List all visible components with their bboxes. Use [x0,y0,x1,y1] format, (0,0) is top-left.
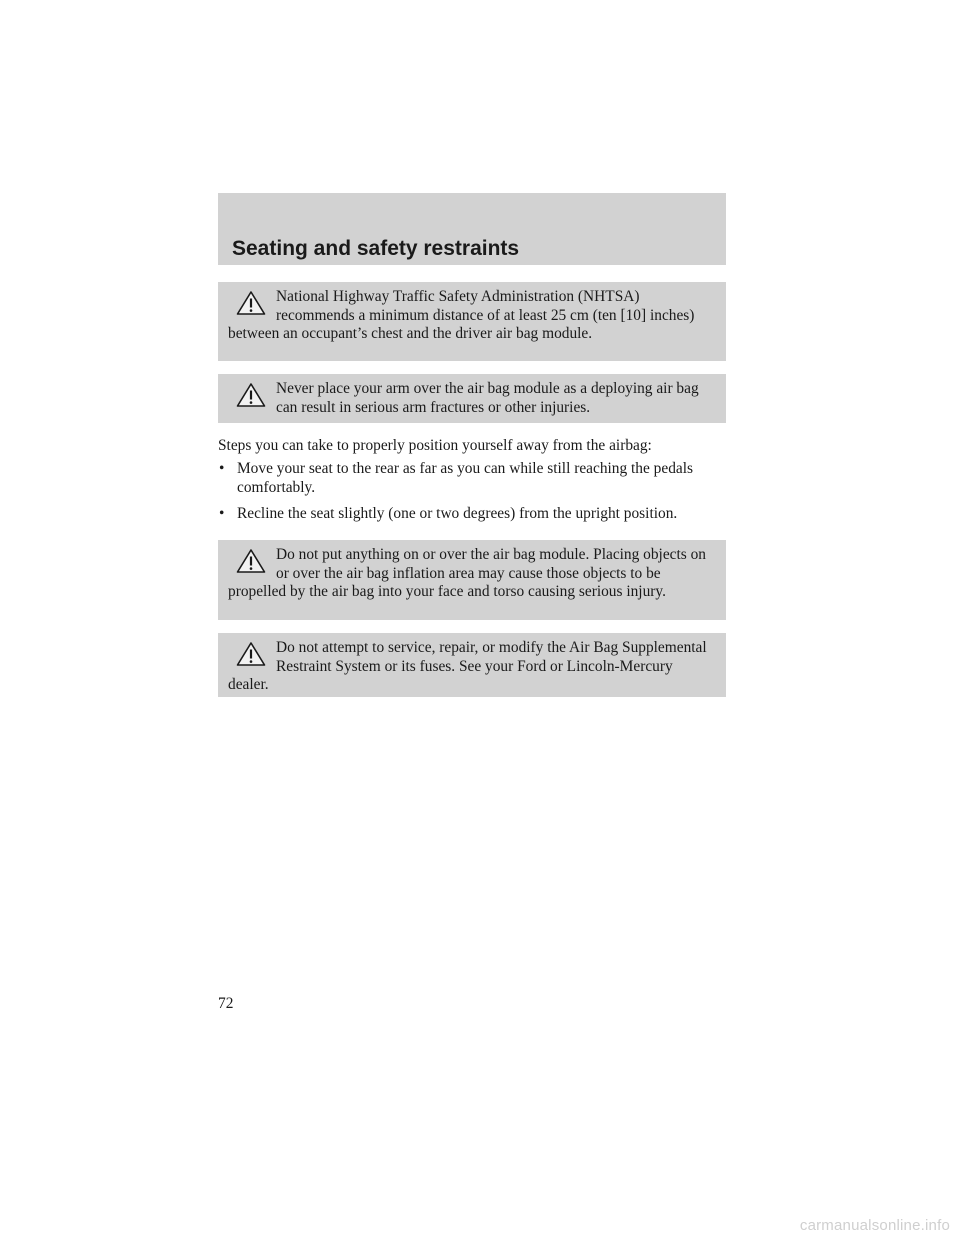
page-number: 72 [218,995,234,1012]
bullet-symbol: • [219,460,225,477]
section-title: Seating and safety restraints [232,237,520,260]
bullet-list [218,460,728,532]
intro-paragraph: Steps you can take to properly position yourself away from the airbag: [218,437,652,454]
warning-box [218,374,726,423]
warning-triangle-icon [236,641,266,667]
warning-triangle-icon [236,548,266,574]
section-header-band [218,193,726,265]
warning-text: National Highway Traffic Safety Administration (NHTSA) recommends a minimum distance of at least 25 cm (ten [10] inches) between an occupant’s chest and the driver air bag module. [228,288,695,342]
list-item [218,505,728,524]
warning-text: Never place your arm over the air bag module as a deploying air bag can result in serious arm fractures or other injuries. [276,380,699,416]
warning-text: Do not attempt to service, repair, or modify the Air Bag Supplemental Restraint System or its fuses. See your Ford or Lincoln-Mercury dealer. [228,639,707,693]
bullet-symbol: • [219,505,225,522]
bullet-text: Recline the seat slightly (one or two degrees) from the upright position. [237,505,678,522]
warning-triangle-icon [236,290,266,316]
bullet-text: Move your seat to the rear as far as you can while still reaching the pedals comfortably. [237,460,694,496]
warning-box [218,633,726,697]
warning-text: Do not put anything on or over the air bag module. Placing objects on or over the air bag inflation area may cause those objects to be propelled by the air bag into your face and torso causing serious injury. [228,546,706,600]
warning-triangle-icon [236,382,266,408]
watermark: carmanualsonline.info [799,1217,950,1234]
warning-box [218,540,726,620]
list-item [218,460,728,497]
warning-box [218,282,726,361]
